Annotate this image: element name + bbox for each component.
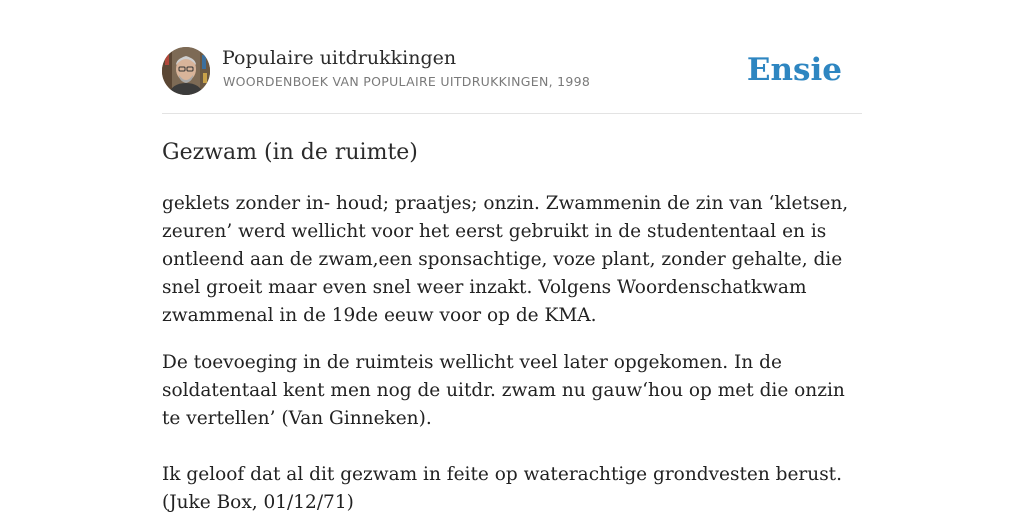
source-header [162, 46, 862, 96]
entry-title: Gezwam (in de ruimte) [162, 140, 418, 165]
header-divider [162, 113, 862, 114]
entry-paragraph: geklets zonder in- houd; praatjes; onzin. Zwammenin de zin van ‘kletsen, zeuren’ werd wellicht voor het eerst gebruikt in de studententaal en is ontleend aan de zwam,een sponsachtige, voze plant, zonder gehalte, die snel groeit maar even snel weer inzakt. Volgens Woordenschatkwam zwammenal in de 19de eeuw voor op de KMA. [162, 193, 849, 326]
brand-logo[interactable]: Ensie [746, 52, 842, 88]
entry-paragraph: De toevoeging in de ruimteis wellicht veel later opgekomen. In de soldatentaal kent men nog de uitdr. zwam nu gauw‘hou op met die onzin te vertellen’ (Van Ginneken). [162, 352, 845, 429]
source-title[interactable]: Populaire uitdrukkingen [222, 47, 457, 69]
source-subtitle: WOORDENBOEK VAN POPULAIRE UITDRUKKINGEN, 1998 [223, 74, 591, 89]
entry-quote: Ik geloof dat al dit gezwam in feite op waterachtige grondvesten berust. (Juke Box, 01/12/71) [162, 464, 843, 512]
avatar-portrait-icon [162, 47, 210, 95]
source-avatar[interactable] [162, 47, 210, 95]
